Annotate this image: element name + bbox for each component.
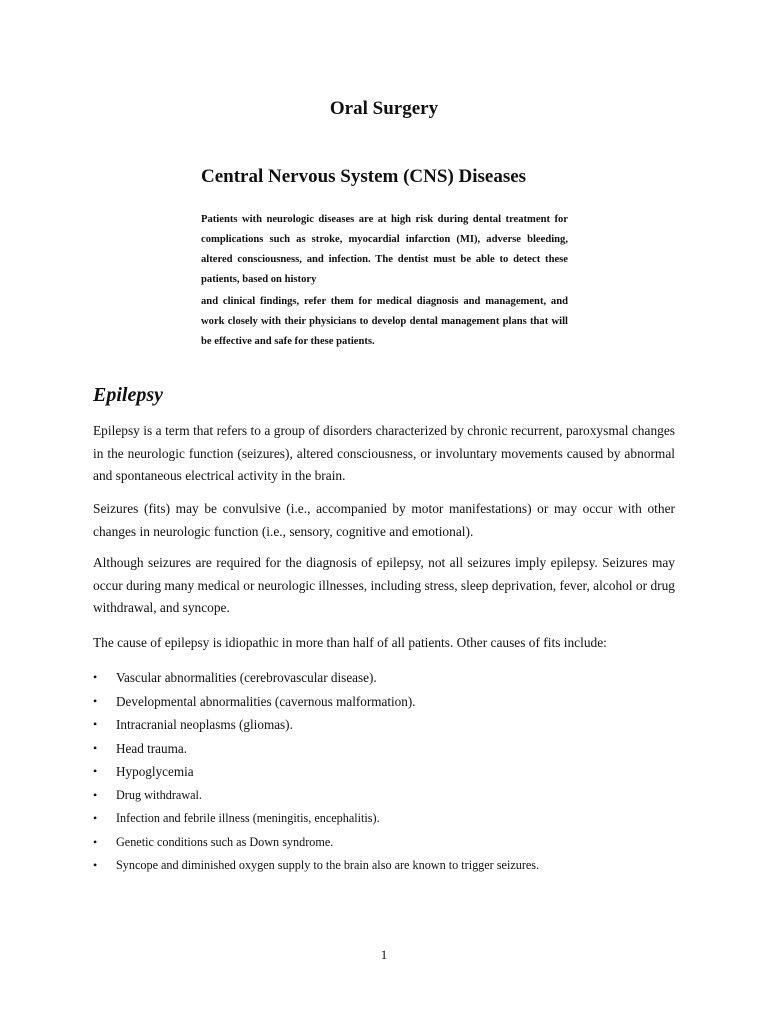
list-item	[93, 713, 693, 737]
bullet-icon: •	[93, 787, 98, 802]
list-item	[93, 807, 693, 831]
page-number: 1	[380, 947, 388, 962]
body-paragraph: Although seizures are required for the diagnosis of epilepsy, not all seizures imply epilepsy. Seizures may occur during many medical or neurologic illnesses, including stress, sleep deprivation, fever, alcohol or drug withdrawal, and syncope.	[93, 555, 675, 615]
bullet-icon: •	[93, 717, 98, 731]
body-paragraph: Epilepsy is a term that refers to a group of disorders characterized by chronic recurrent, paroxysmal changes in the neurologic function (seizures), altered consciousness, or involuntary movements caused by abnormal and spontaneous electrical activity in the brain.	[93, 423, 675, 483]
body-paragraph: Seizures (fits) may be convulsive (i.e., accompanied by motor manifestations) or may occur with other changes in neurologic function (i.e., sensory, cognitive and emotional).	[93, 501, 675, 539]
list-item	[93, 737, 693, 761]
list-item	[93, 784, 693, 808]
list-item	[93, 760, 693, 784]
list-item-text: Developmental abnormalities (cavernous malformation).	[116, 693, 416, 709]
causes-list	[93, 666, 693, 878]
bullet-icon: •	[93, 811, 98, 825]
bullet-icon: •	[93, 670, 98, 684]
list-item	[93, 831, 693, 855]
intro-paragraph: and clinical findings, refer them for medical diagnosis and management, and work closely with their physicians to develop dental management plans that will be effective and safe for these patients.	[201, 296, 568, 347]
list-item-text: Head trauma.	[116, 740, 188, 756]
list-item-text: Vascular abnormalities (cerebrovascular disease).	[116, 670, 377, 685]
bullet-icon: •	[93, 834, 98, 849]
epilepsy-heading: Epilepsy	[93, 384, 163, 406]
list-item-text: Genetic conditions such as Down syndrome.	[116, 834, 334, 849]
list-item	[93, 690, 693, 714]
list-item-text: Intracranial neoplasms (gliomas).	[116, 717, 293, 732]
bullet-icon: •	[93, 858, 98, 872]
document-title: Oral Surgery	[329, 98, 439, 119]
list-item-text: Infection and febrile illness (meningitis, encephalitis).	[116, 811, 380, 825]
list-item	[93, 666, 693, 690]
bullet-icon: •	[93, 764, 98, 778]
list-item	[93, 854, 693, 878]
list-item-text: Drug withdrawal.	[116, 787, 202, 802]
list-item-text: Hypoglycemia	[116, 764, 194, 779]
bullet-icon: •	[93, 693, 98, 708]
body-paragraph: The cause of epilepsy is idiopathic in more than half of all patients. Other causes of fits include:	[93, 635, 607, 650]
bullet-icon: •	[93, 740, 98, 755]
section-title: Central Nervous System (CNS) Diseases	[201, 166, 527, 187]
intro-paragraph: Patients with neurologic diseases are at high risk during dental treatment for complications such as stroke, myocardial infarction (MI), adverse bleeding, altered consciousness, and infection. The dentist must be able to detect these patients, based on history	[201, 214, 568, 285]
list-item-text: Syncope and diminished oxygen supply to the brain also are known to trigger seizures.	[116, 858, 540, 872]
